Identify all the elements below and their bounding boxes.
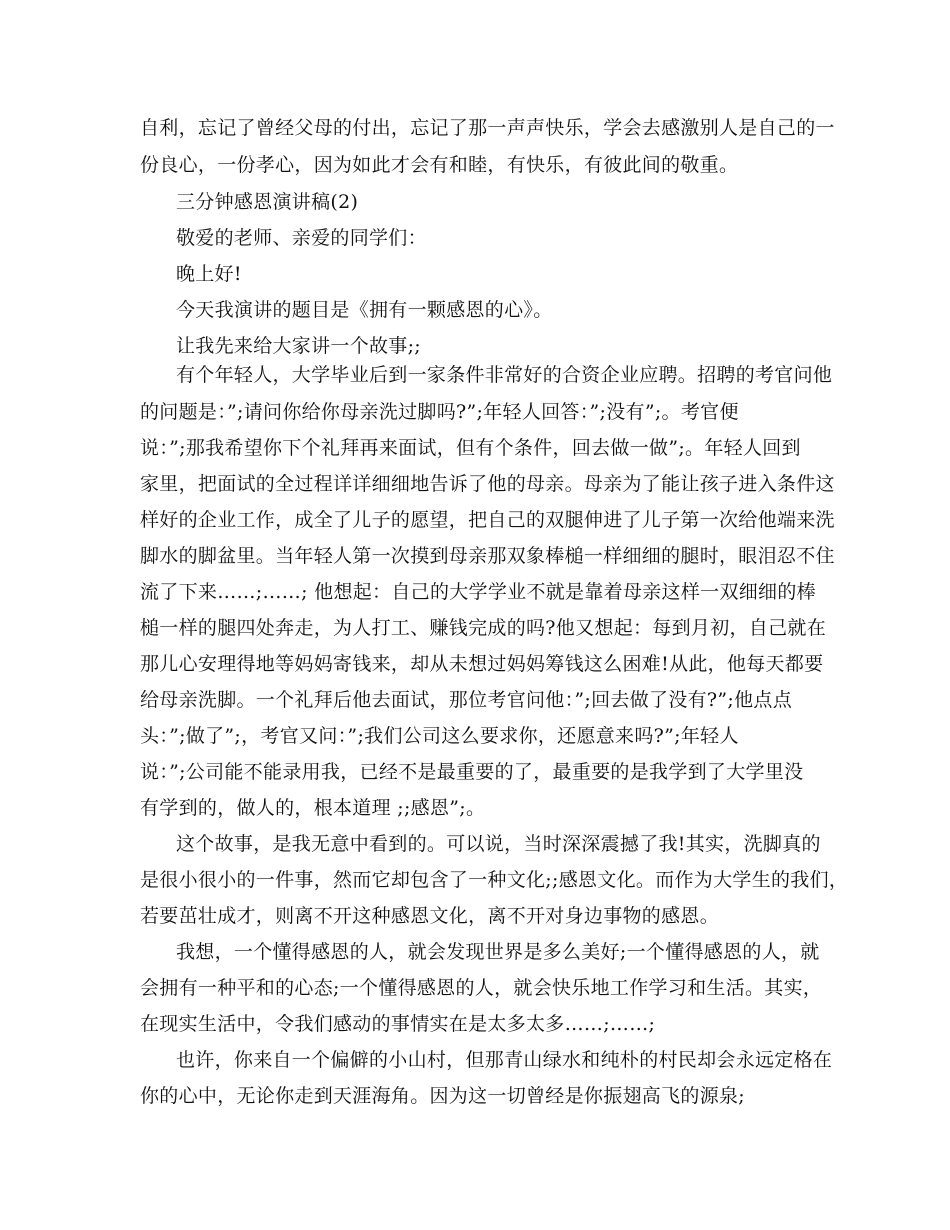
paragraph-line: 头：”;做了”;，考官又问：”;我们公司这么要求你，还愿意来吗?”;年轻人 <box>140 725 739 747</box>
paragraph-line: 有学到的，做人的，根本道理 ;;感恩”;。 <box>140 797 486 819</box>
paragraph-line: 我想，一个懂得感恩的人，就会发现世界是多么美好;一个懂得感恩的人，就 <box>176 941 820 963</box>
paragraph-line: 样好的企业工作，成全了儿子的愿望，把自己的双腿伸进了儿子第一次给他端来洗 <box>140 509 835 531</box>
paragraph-line: 的问题是：”;请问你给你母亲洗过脚吗?”;年轻人回答：”;没有”;。考官便 <box>140 401 739 423</box>
paragraph-line: 流了下来……;……; 他想起：自己的大学学业不就是靠着母亲这样一双细细的棒 <box>140 581 816 603</box>
paragraph-line: 在现实生活中，令我们感动的事情实在是太多太多……;……; <box>140 1013 656 1035</box>
paragraph-line: 家里，把面试的全过程详详细细地告诉了他的母亲。母亲为了能让孩子进入条件这 <box>140 473 835 495</box>
paragraph-line: 有个年轻人，大学毕业后到一家条件非常好的合资企业应聘。招聘的考官问他 <box>176 364 833 386</box>
section-heading: 三分钟感恩演讲稿(2) <box>176 191 359 213</box>
paragraph-line: 槌一样的腿四处奔走，为人打工、赚钱完成的吗?他又想起：每到月初，自己就在 <box>140 617 826 639</box>
paragraph-line: 会拥有一种平和的心态;一个懂得感恩的人，就会快乐地工作学习和生活。其实， <box>140 977 823 999</box>
paragraph-line: 给母亲洗脚。一个礼拜后他去面试，那位考官问他：”;回去做了没有?”;他点点 <box>140 689 793 711</box>
text-line: 今天我演讲的题目是《拥有一颗感恩的心》。 <box>176 299 553 321</box>
paragraph-line: 脚水的脚盆里。当年轻人第一次摸到母亲那双象棒槌一样细细的腿时，眼泪忍不住 <box>140 545 835 567</box>
paragraph-line: 是很小很小的一件事，然而它却包含了一种文化;;感恩文化。而作为大学生的我们， <box>140 869 849 891</box>
paragraph-line: 这个故事，是我无意中看到的。可以说，当时深深震撼了我!其实，洗脚真的 <box>176 833 821 855</box>
paragraph-line: 说：”;那我希望你下个礼拜再来面试，但有个条件，回去做一做”;。年轻人回到 <box>140 437 801 459</box>
text-line: 自利，忘记了曾经父母的付出，忘记了那一声声快乐，学会去感激别人是自己的一 <box>140 117 835 139</box>
paragraph-line: 也许，你来自一个偏僻的小山村，但那青山绿水和纯朴的村民却会永远定格在 <box>176 1049 833 1071</box>
salutation: 敬爱的老师、亲爱的同学们： <box>176 227 427 249</box>
text-line: 让我先来给大家讲一个故事;; <box>176 335 422 357</box>
paragraph-line: 那儿心安理得地等妈妈寄钱来，却从未想过妈妈筹钱这么困难!从此，他每天都要 <box>140 653 824 675</box>
text-line: 份良心，一份孝心，因为如此才会有和睦，有快乐，有彼此间的敬重。 <box>140 154 739 176</box>
paragraph-line: 若要茁壮成才，则离不开这种感恩文化，离不开对身边事物的感恩。 <box>140 905 720 927</box>
paragraph-line: 说：”;公司能不能录用我，已经不是最重要的了，最重要的是我学到了大学里没 <box>140 761 804 783</box>
greeting: 晚上好! <box>176 263 242 285</box>
paragraph-line: 你的心中，无论你走到天涯海角。因为这一切曾经是你振翅高飞的源泉; <box>140 1085 746 1107</box>
